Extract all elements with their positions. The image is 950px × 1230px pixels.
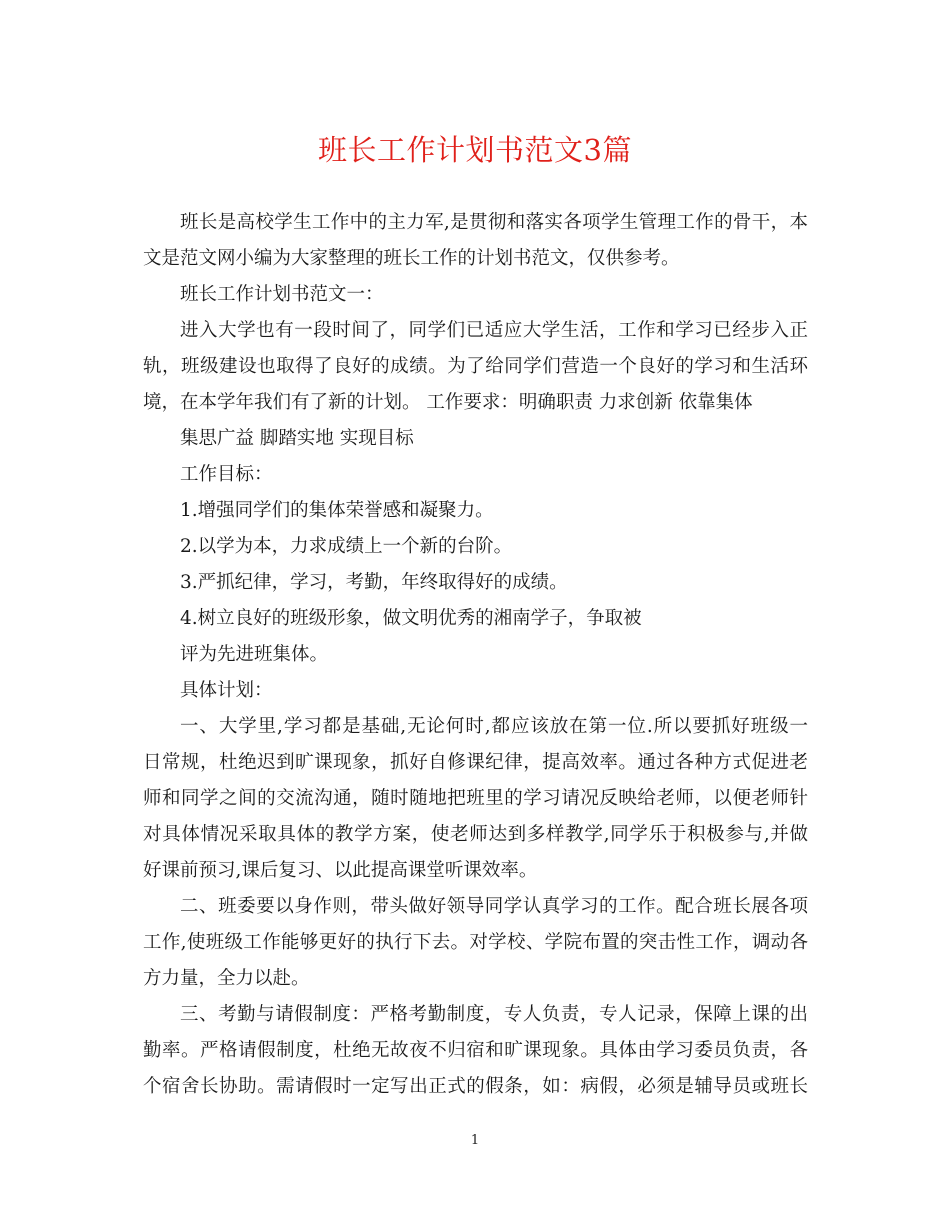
document-body — [143, 205, 808, 1105]
text-line: 个宿舍长协助。需请假时一定写出正式的假条，如：病假，必须是辅导员或班长 — [143, 1076, 808, 1097]
text-line: 工作,使班级工作能够更好的执行下去。对学校、学院布置的突击性工作，调动各 — [143, 932, 808, 953]
text-line: 具体计划： — [180, 680, 273, 701]
text-line: 境，在本学年我们有了新的计划。 工作要求：明确职责 力求创新 依靠集体 — [143, 392, 753, 413]
text-line: 二、班委要以身作则，带头做好领导同学认真学习的工作。配合班长展各项 — [180, 896, 808, 917]
text-line: 文是范文网小编为大家整理的班长工作的计划书范文，仅供参考。 — [143, 248, 680, 269]
page-number: 1 — [470, 1133, 480, 1148]
text-line: 1.增强同学们的集体荣誉感和凝聚力。 — [180, 500, 494, 521]
text-line: 集思广益 脚踏实地 实现目标 — [180, 428, 414, 449]
text-line: 三、考勤与请假制度：严格考勤制度，专人负责，专人记录，保障上课的出 — [180, 1004, 808, 1025]
text-line: 轨，班级建设也取得了良好的成绩。为了给同学们营造一个良好的学习和生活环 — [143, 356, 808, 377]
text-line: 师和同学之间的交流沟通，随时随地把班里的学习请况反映给老师，以便老师针 — [143, 788, 808, 809]
text-line: 勤率。严格请假制度，杜绝无故夜不归宿和旷课现象。具体由学习委员负责，各 — [143, 1040, 808, 1061]
text-line: 4.树立良好的班级形象，做文明优秀的湘南学子，争取被 — [180, 608, 642, 629]
text-line: 进入大学也有一段时间了，同学们已适应大学生活，工作和学习已经步入正 — [180, 320, 808, 341]
text-line: 日常规，杜绝迟到旷课现象，抓好自修课纪律，提高效率。通过各种方式促进老 — [143, 752, 808, 773]
text-line: 一、大学里,学习都是基础,无论何时,都应该放在第一位.所以要抓好班级一 — [180, 716, 808, 737]
document-title: 班长工作计划书范文3篇 — [318, 133, 632, 167]
text-line: 评为先进班集体。 — [180, 644, 329, 665]
text-line: 工作目标： — [180, 464, 273, 485]
text-line: 好课前预习,课后复习、以此提高课堂听课效率。 — [143, 860, 538, 881]
text-line: 2.以学为本，力求成绩上一个新的台阶。 — [180, 536, 513, 557]
text-line: 班长是高校学生工作中的主力军,是贯彻和落实各项学生管理工作的骨干，本 — [180, 212, 808, 233]
text-line: 方力量，全力以赴。 — [143, 968, 310, 989]
text-line: 3.严抓纪律，学习，考勤，年终取得好的成绩。 — [180, 572, 568, 593]
text-line: 班长工作计划书范文一： — [180, 284, 384, 305]
text-line: 对具体情况采取具体的教学方案，使老师达到多样教学,同学乐于积极参与,并做 — [143, 824, 808, 845]
